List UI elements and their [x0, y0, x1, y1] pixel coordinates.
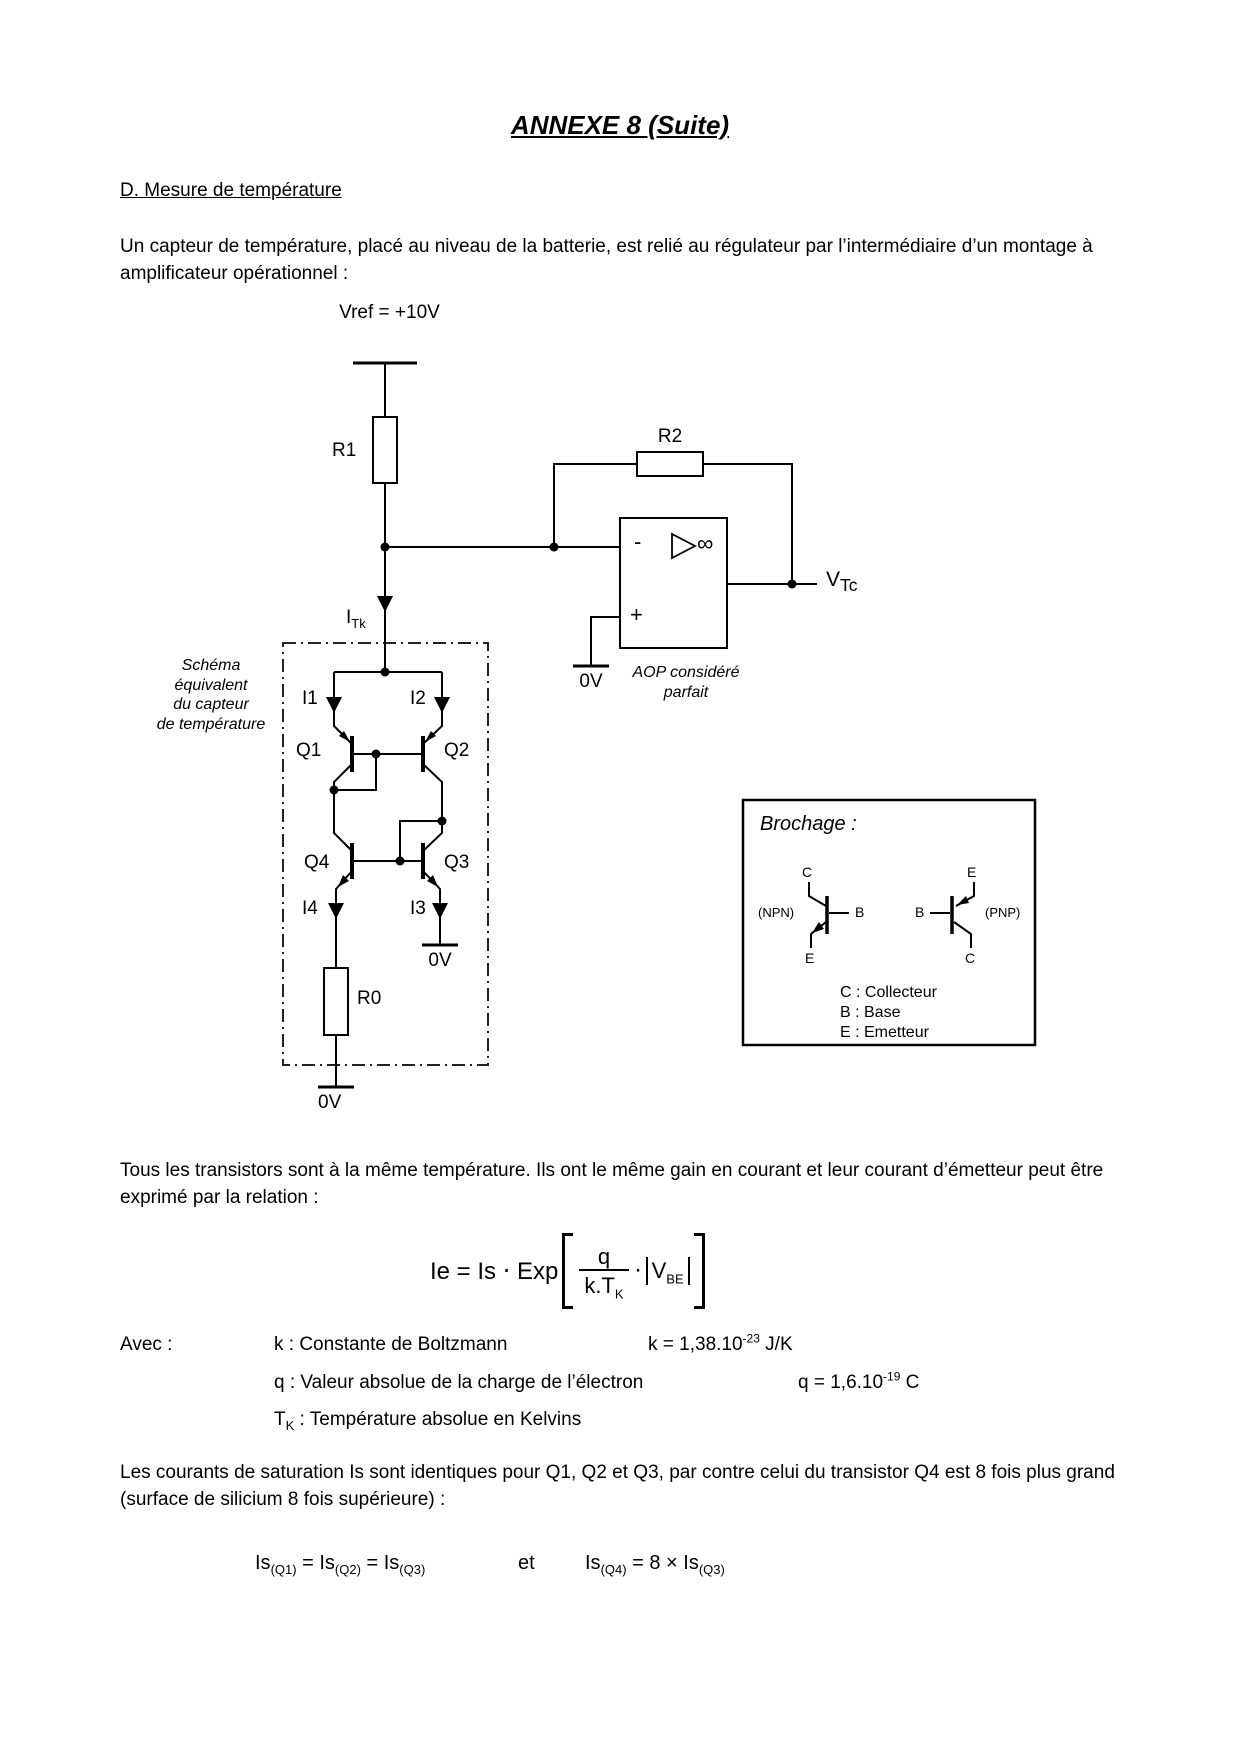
- npn-pin-e-label: E: [805, 950, 815, 966]
- is-formula-conjunction: et: [518, 1552, 535, 1574]
- transistor-bars: [352, 736, 423, 879]
- i4-label: I4: [302, 898, 318, 919]
- i3-arrow-icon: [432, 903, 448, 919]
- q-value: $q = 1,6.10^{-19}$ C: [798, 1369, 920, 1393]
- opamp-minus-label: -: [634, 529, 642, 554]
- q1-label: Q1: [296, 740, 322, 761]
- section-heading: D. Mesure de température: [120, 180, 342, 201]
- itk-arrow-icon: [377, 596, 393, 612]
- i3-label: I3: [410, 898, 426, 919]
- pnp-type-label: (PNP): [985, 905, 1021, 920]
- r0-label: R0: [357, 988, 382, 1009]
- left-bracket: [562, 1233, 573, 1309]
- q-definition: q : Valeur absolue de la charge de l’électron: [274, 1372, 644, 1393]
- npn-type-label: (NPN): [758, 905, 795, 920]
- resistors: [324, 417, 703, 1035]
- right-bracket: [694, 1233, 705, 1309]
- dot-operator: ⋅: [634, 1258, 642, 1283]
- resistor-r0: [324, 968, 348, 1035]
- itk-label: $I_{Tk}$: [346, 607, 366, 631]
- q4-label: Q4: [304, 852, 330, 873]
- saturation-paragraph: Les courants de saturation Is sont identiques pour Q1, Q2 et Q3, par contre celui du transistor Q4 est 8 fois plus grand (surface de silicium 8 fois supérieure) :: [120, 1462, 1115, 1510]
- r2-label: R2: [657, 426, 683, 447]
- arrows: [326, 596, 450, 919]
- avec-label: Avec :: [120, 1334, 173, 1355]
- brochage-legend: C : Collecteur B : Base E : Emetteur: [840, 984, 937, 1041]
- abs-value: $V_{BE}$: [646, 1257, 690, 1285]
- terminals: [318, 363, 609, 1087]
- transistors-paragraph: Tous les transistors sont à la même température. Ils ont le même gain en courant et leur courant d’émetteur peut être exprimé par la relation :: [120, 1160, 1104, 1208]
- npn-pin-c-label: C: [802, 864, 813, 880]
- is-q4-formula: $Is_{(Q4)} = 8 \times Is_{(Q3)}$: [585, 1552, 725, 1577]
- i2-label: I2: [410, 688, 426, 709]
- k-definition: k : Constante de Boltzmann: [274, 1334, 508, 1355]
- vref-label: Vref = +10V: [339, 302, 440, 323]
- ground-bottom-label: 0V: [318, 1092, 342, 1113]
- i2-arrow-icon: [434, 697, 450, 713]
- q3-label: Q3: [444, 852, 470, 873]
- q2-label: Q2: [444, 740, 470, 761]
- intro-paragraph: Un capteur de température, placé au niveau de la batterie, est relié au régulateur par l’intermédiaire d’un montage à amplificateur opérationnel :: [120, 236, 1093, 284]
- pnp-pin-e-label: E: [967, 864, 977, 880]
- vtc-label: $V_{Tc}$: [826, 568, 858, 596]
- is-equality-formula: $Is_{(Q1)} = Is_{(Q2)} = Is_{(Q3)}$: [255, 1552, 426, 1577]
- i1-label: I1: [302, 688, 318, 709]
- npn-pin-b-label: B: [855, 904, 865, 920]
- tk-definition: $T_K$ : Température absolue en Kelvins: [274, 1409, 582, 1433]
- r1-label: R1: [332, 440, 357, 461]
- aop-note: AOP considéré parfait: [632, 664, 740, 701]
- sensor-note: Schéma équivalent du capteur de température: [156, 657, 266, 733]
- resistor-r2: [637, 452, 703, 476]
- page-title: ANNEXE 8 (Suite): [510, 110, 730, 140]
- i1-arrow-icon: [326, 697, 342, 713]
- fraction: $\frac{q}{k.T_K}$: [579, 1244, 628, 1299]
- pnp-pin-b-label: B: [915, 904, 925, 920]
- ground-q3-label: 0V: [428, 950, 452, 971]
- ground-opamp-label: 0V: [579, 671, 603, 692]
- opamp-plus-label: +: [630, 602, 643, 627]
- pnp-pin-c-label: C: [965, 950, 976, 966]
- emitter-current-formula: [430, 1233, 705, 1309]
- i4-arrow-icon: [328, 903, 344, 919]
- formula-lhs: Ie = Is ⋅ Exp: [430, 1257, 559, 1285]
- resistor-r1: [373, 417, 397, 483]
- opamp-gain-label: ∞: [697, 530, 714, 556]
- k-value: $k = 1,38.10^{-23}$ J/K: [648, 1331, 793, 1355]
- brochage-title: Brochage :: [760, 813, 857, 835]
